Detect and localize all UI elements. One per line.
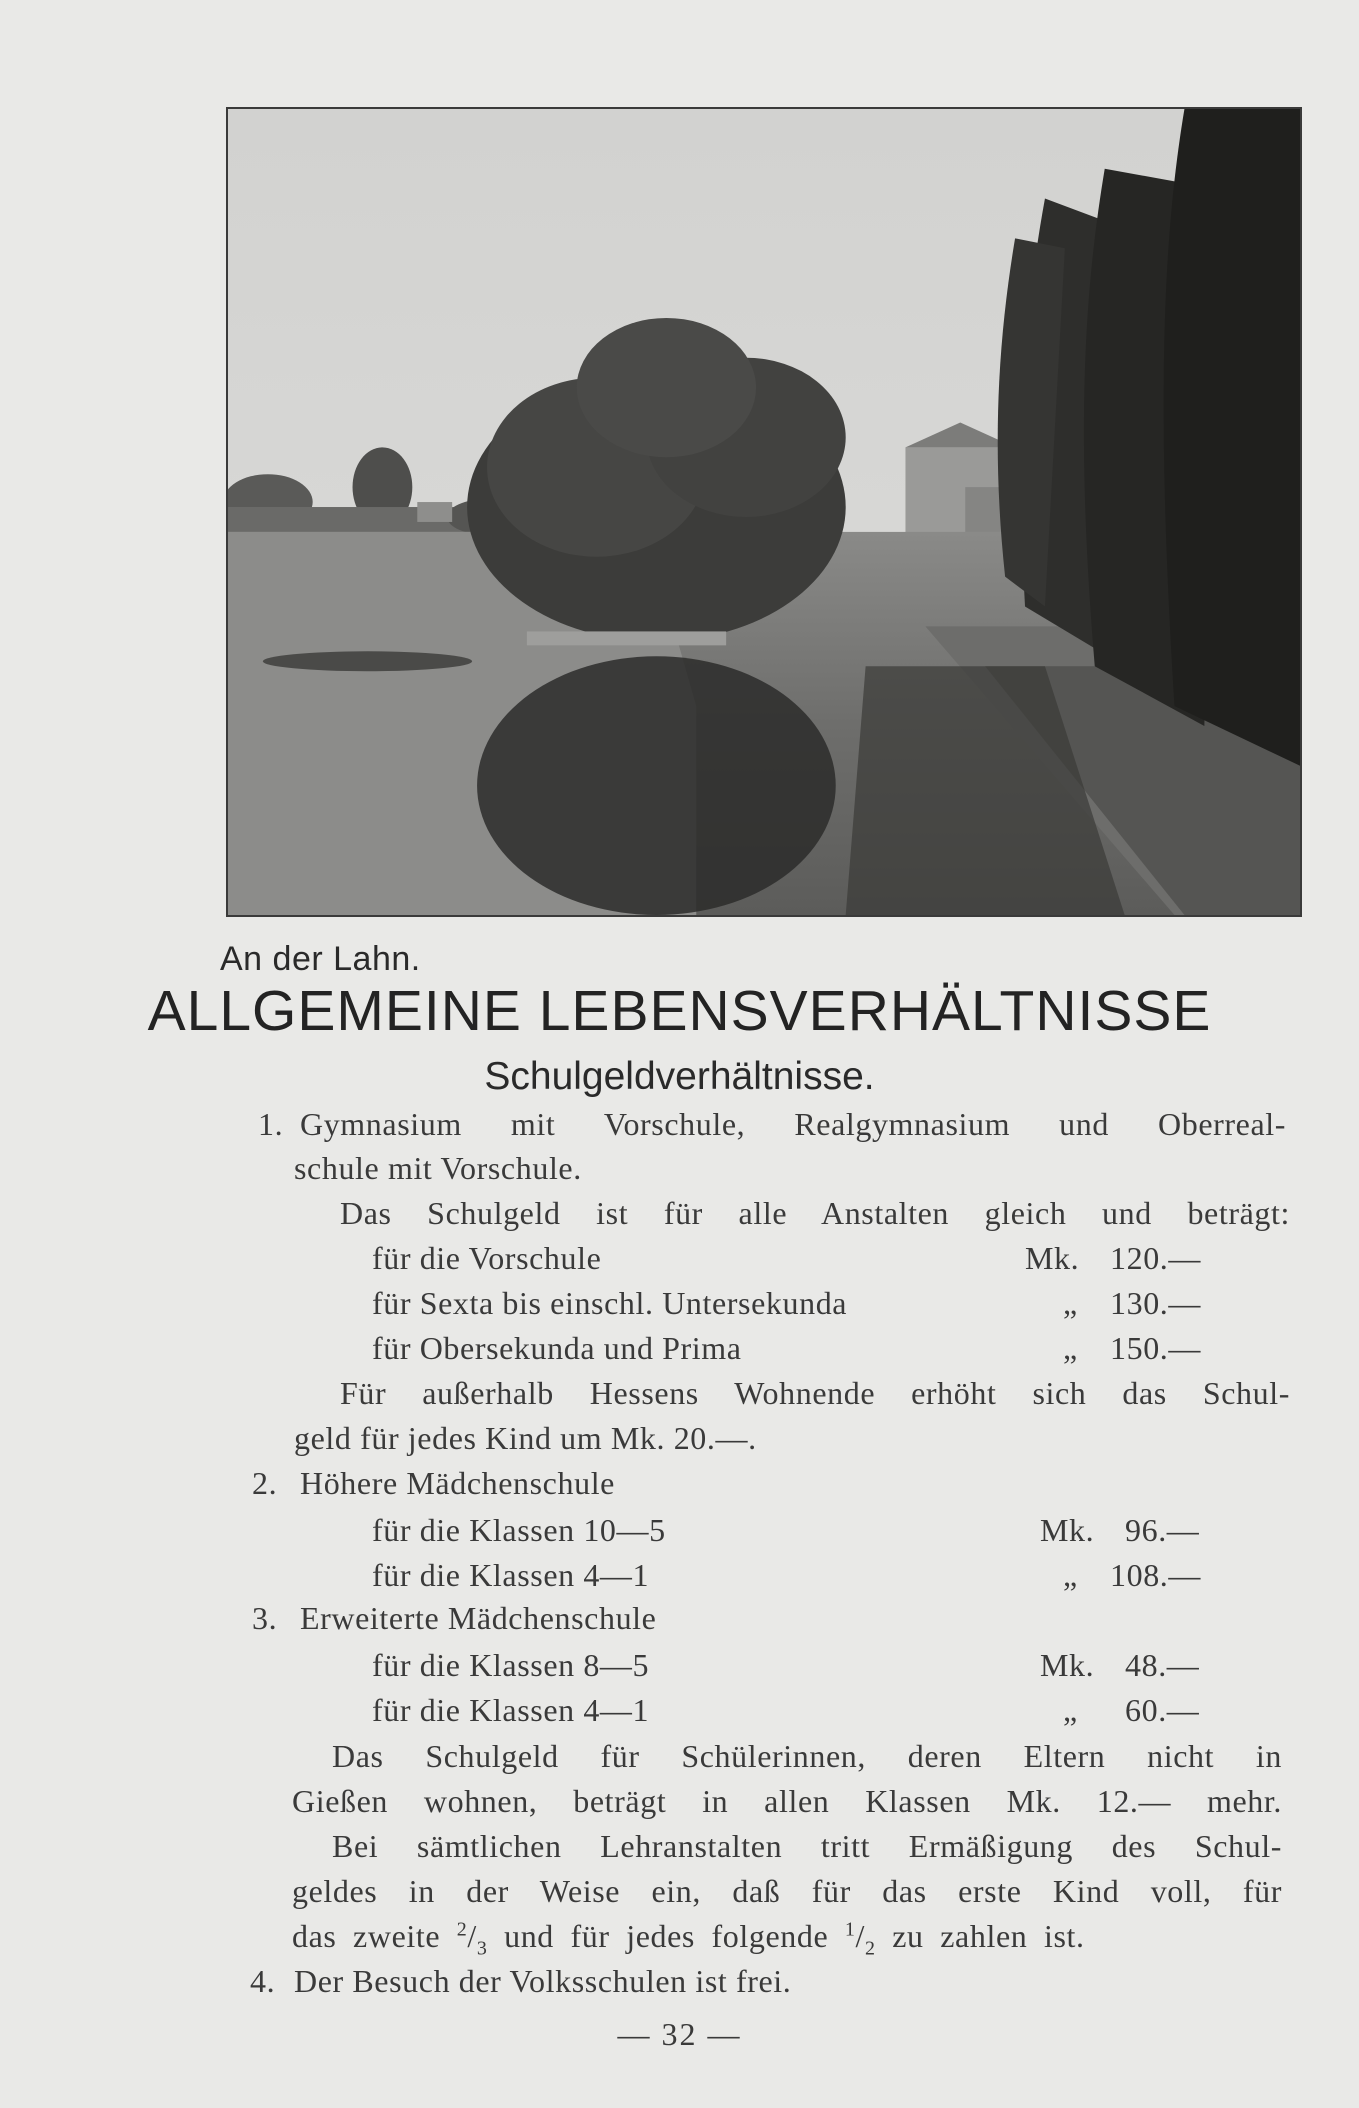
section-1-note-line1: Für außerhalb Hessens Wohnende erhöht sich das Schul- [340, 1375, 1290, 1411]
section-number-4: 4. [250, 1963, 276, 1999]
fee-label: für die Vorschule [372, 1240, 602, 1276]
section-number-1: 1. [258, 1106, 284, 1142]
fee-currency: Mk. [1040, 1512, 1095, 1548]
discount-line3-part-a: das zweite [292, 1918, 441, 1954]
discount-line3: das zweite $^2/_3$ und für jedes folgende $^1/_2$ zu zahlen ist. [292, 1918, 1085, 1960]
main-heading: ALLGEMEINE LEBENSVERHÄLTNISSE [147, 979, 1212, 1043]
sub-heading: Schulgeldverhältnisse. [484, 1055, 875, 1098]
discount-line2: geldes in der Weise ein, daß für das erste Kind voll, für [292, 1873, 1282, 1909]
fee-label: für die Klassen 4—1 [372, 1557, 650, 1593]
fee-label: für Sexta bis einschl. Untersekunda [372, 1285, 848, 1321]
fee-amount: 150.— [1110, 1330, 1201, 1366]
fee-amount: 130.— [1110, 1285, 1201, 1321]
page-number: — 32 — [617, 2016, 742, 2052]
section-3-note-line2: Gießen wohnen, beträgt in allen Klassen Mk. 12.— mehr. [292, 1783, 1282, 1819]
fraction-two-thirds-numerator: 2 [456, 1918, 468, 1941]
section-number-3: 3. [252, 1600, 278, 1636]
section-1-title-line1: Gymnasium mit Vorschule, Realgymnasium und Oberreal- [300, 1106, 1286, 1142]
fee-currency: „ [1063, 1557, 1078, 1593]
section-1-title-line2: schule mit Vorschule. [294, 1150, 582, 1186]
fee-currency: „ [1063, 1692, 1078, 1728]
fee-label: für Obersekunda und Prima [372, 1330, 742, 1366]
fee-label: für die Klassen 4—1 [372, 1692, 650, 1728]
fee-label: für die Klassen 10—5 [372, 1512, 666, 1548]
fee-amount: 60.— [1125, 1692, 1200, 1728]
discount-line3-part-b: und für jedes folgende [504, 1918, 829, 1954]
river-landscape-image [228, 109, 1300, 915]
fee-currency: „ [1063, 1330, 1078, 1366]
photo-caption: An der Lahn. [220, 940, 421, 978]
discount-line3-part-c: zu zahlen ist. [892, 1918, 1085, 1954]
fraction-one-half-numerator: 1 [844, 1918, 856, 1941]
fee-amount: 108.— [1110, 1557, 1201, 1593]
fee-currency: Mk. [1025, 1240, 1080, 1276]
section-number-2: 2. [252, 1465, 278, 1501]
fee-currency: Mk. [1040, 1647, 1095, 1683]
discount-line1: Bei sämtlichen Lehranstalten tritt Ermäßigung des Schul- [332, 1828, 1282, 1864]
fraction-two-thirds-denominator: 3 [476, 1937, 488, 1960]
section-1-note-line2: geld für jedes Kind um Mk. 20.—. [294, 1420, 757, 1456]
fraction-one-half-denominator: 2 [865, 1937, 876, 1960]
section-1-intro: Das Schulgeld ist für alle Anstalten gleich und beträgt: [340, 1195, 1290, 1231]
fee-amount: 120.— [1110, 1240, 1201, 1276]
fee-amount: 48.— [1125, 1647, 1200, 1683]
river-photograph [226, 107, 1302, 917]
fee-amount: 96.— [1125, 1512, 1200, 1548]
section-3-title: Erweiterte Mädchenschule [300, 1600, 657, 1636]
section-3-note-line1: Das Schulgeld für Schülerinnen, deren Eltern nicht in [332, 1738, 1282, 1774]
section-2-title: Höhere Mädchenschule [300, 1465, 615, 1501]
section-4-text: Der Besuch der Volksschulen ist frei. [294, 1963, 792, 1999]
fee-label: für die Klassen 8—5 [372, 1647, 650, 1683]
fee-currency: „ [1063, 1285, 1078, 1321]
